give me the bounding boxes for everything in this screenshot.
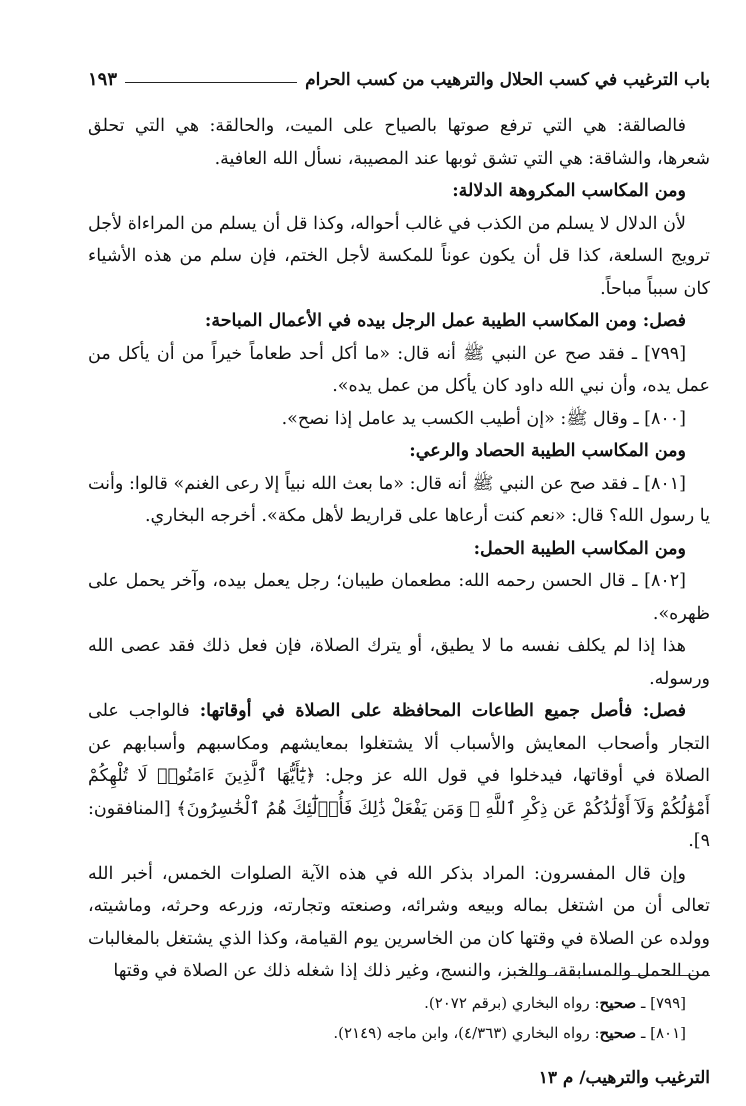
footnote-grade: صحيح <box>599 1024 637 1042</box>
running-header <box>88 60 710 90</box>
footnote-rule <box>520 975 710 976</box>
footnote-number: [٧٩٩] ـ <box>636 994 686 1012</box>
hadith-paragraph: [٨٠٠] ـ وقال ﷺ: «إن أطيب الكسب يد عامل إذا نصح». <box>281 408 686 429</box>
section-heading-inline: فصل: فأصل جميع الطاعات المحافظة على الصلاة في أوقاتها: <box>199 701 686 721</box>
section-heading: فصل: ومن المكاسب الطيبة عمل الرجل بيده في الأعمال المباحة: <box>204 311 686 331</box>
paragraph-text: فالواجب على التجار وأصحاب المعايش والأسباب ألا يشتغلوا بمعايشهم ومكاسبهم وأسبابهم عن الصلاة في أوقاتها، فيدخلوا في قول الله عز وجل: ﴿يَٰٓأَيُّهَا ٱلَّذِينَ ءَامَنُوا۟ لَا تُلْهِكُمْ أَمْوَٰلُكُمْ وَلَآ أَوْلَٰدُكُمْ عَن ذِكْرِ ٱللَّهِ ۚ وَمَن يَفْعَلْ ذَٰلِكَ فَأُو۟لَٰٓئِكَ هُمُ ٱلْخَٰسِرُونَ﴾ [المنافقون: ٩]. <box>88 701 710 851</box>
paragraph: فالصالقة: هي التي ترفع صوتها بالصياح على الميت، والحالقة: هي التي تحلق شعرها، والشاقة: هي التي تشق ثوبها عند المصيبة، نسأل الله العافية. <box>88 116 710 169</box>
footnote <box>88 988 686 1018</box>
footnotes <box>88 988 686 1048</box>
paragraph: هذا إذا لم يكلف نفسه ما لا يطيق، أو يترك الصلاة، فإن فعل ذلك فقد عصى الله ورسوله. <box>88 636 710 689</box>
footnote-text: : رواه البخاري (برقم ٢٠٧٢). <box>424 994 600 1012</box>
footnote-grade: صحيح <box>599 994 637 1012</box>
paragraph: وإن قال المفسرون: المراد بذكر الله في هذه الآية الصلوات الخمس، أخبر الله تعالى أن من اشتغل بماله وبيعه وشرائه، وصنعته وتجارته، وزرعه وحرثه، وماشيته، وولده عن الصلاة في وقتها كان من الخاسرين يوم القيامة، وكذا الذي يشتغل بالمغالبات من الحمل والمسابقة، والخبز، والنسج، وغير ذلك إذا شغله ذلك عن الصلاة في وقتها <box>88 863 710 981</box>
paragraph <box>88 695 710 858</box>
header-rule <box>125 82 297 83</box>
hadith-paragraph: [٧٩٩] ـ فقد صح عن النبي ﷺ أنه قال: «ما أكل أحد طعاماً خيراً من أن يأكل من عمل يده، وأن نبي الله داود كان يأكل من عمل يده». <box>88 343 710 396</box>
section-heading: ومن المكاسب الطيبة الحمل: <box>473 538 686 559</box>
page-body <box>88 110 710 988</box>
chapter-title: باب الترغيب في كسب الحلال والترهيب من كسب الحرام <box>305 70 710 90</box>
page-number: ١٩٣ <box>88 69 118 90</box>
paragraph: لأن الدلال لا يسلم من الكذب في غالب أحواله، وكذا قل أن يسلم من المراءاة لأجل ترويج السلعة، كذا قل أن يكون عوناً للمكسة لأجل الختم، فإن سلم من هذه الأشياء كان سبباً مباحاً. <box>88 213 710 299</box>
section-heading: ومن المكاسب الطيبة الحصاد والرعي: <box>409 441 686 461</box>
signature-mark: الترغيب والترهيب/ م ١٣ <box>538 1068 710 1088</box>
hadith-paragraph: [٨٠٢] ـ قال الحسن رحمه الله: مطعمان طيبان؛ رجل يعمل بيده، وآخر يحمل على ظهره». <box>88 571 710 624</box>
footnote <box>88 1018 686 1048</box>
footnote-text: : رواه البخاري (٤/٣٦٣)، وابن ماجه (٢١٤٩). <box>333 1024 600 1042</box>
section-heading: ومن المكاسب المكروهة الدلالة: <box>452 181 686 201</box>
hadith-paragraph: [٨٠١] ـ فقد صح عن النبي ﷺ أنه قال: «ما بعث الله نبياً إلا رعى الغنم» قالوا: وأنت يا رسول الله؟ قال: «نعم كنت أرعاها على قراريط لأهل مكة». أخرجه البخاري. <box>88 473 710 526</box>
footnote-number: [٨٠١] ـ <box>636 1024 686 1042</box>
